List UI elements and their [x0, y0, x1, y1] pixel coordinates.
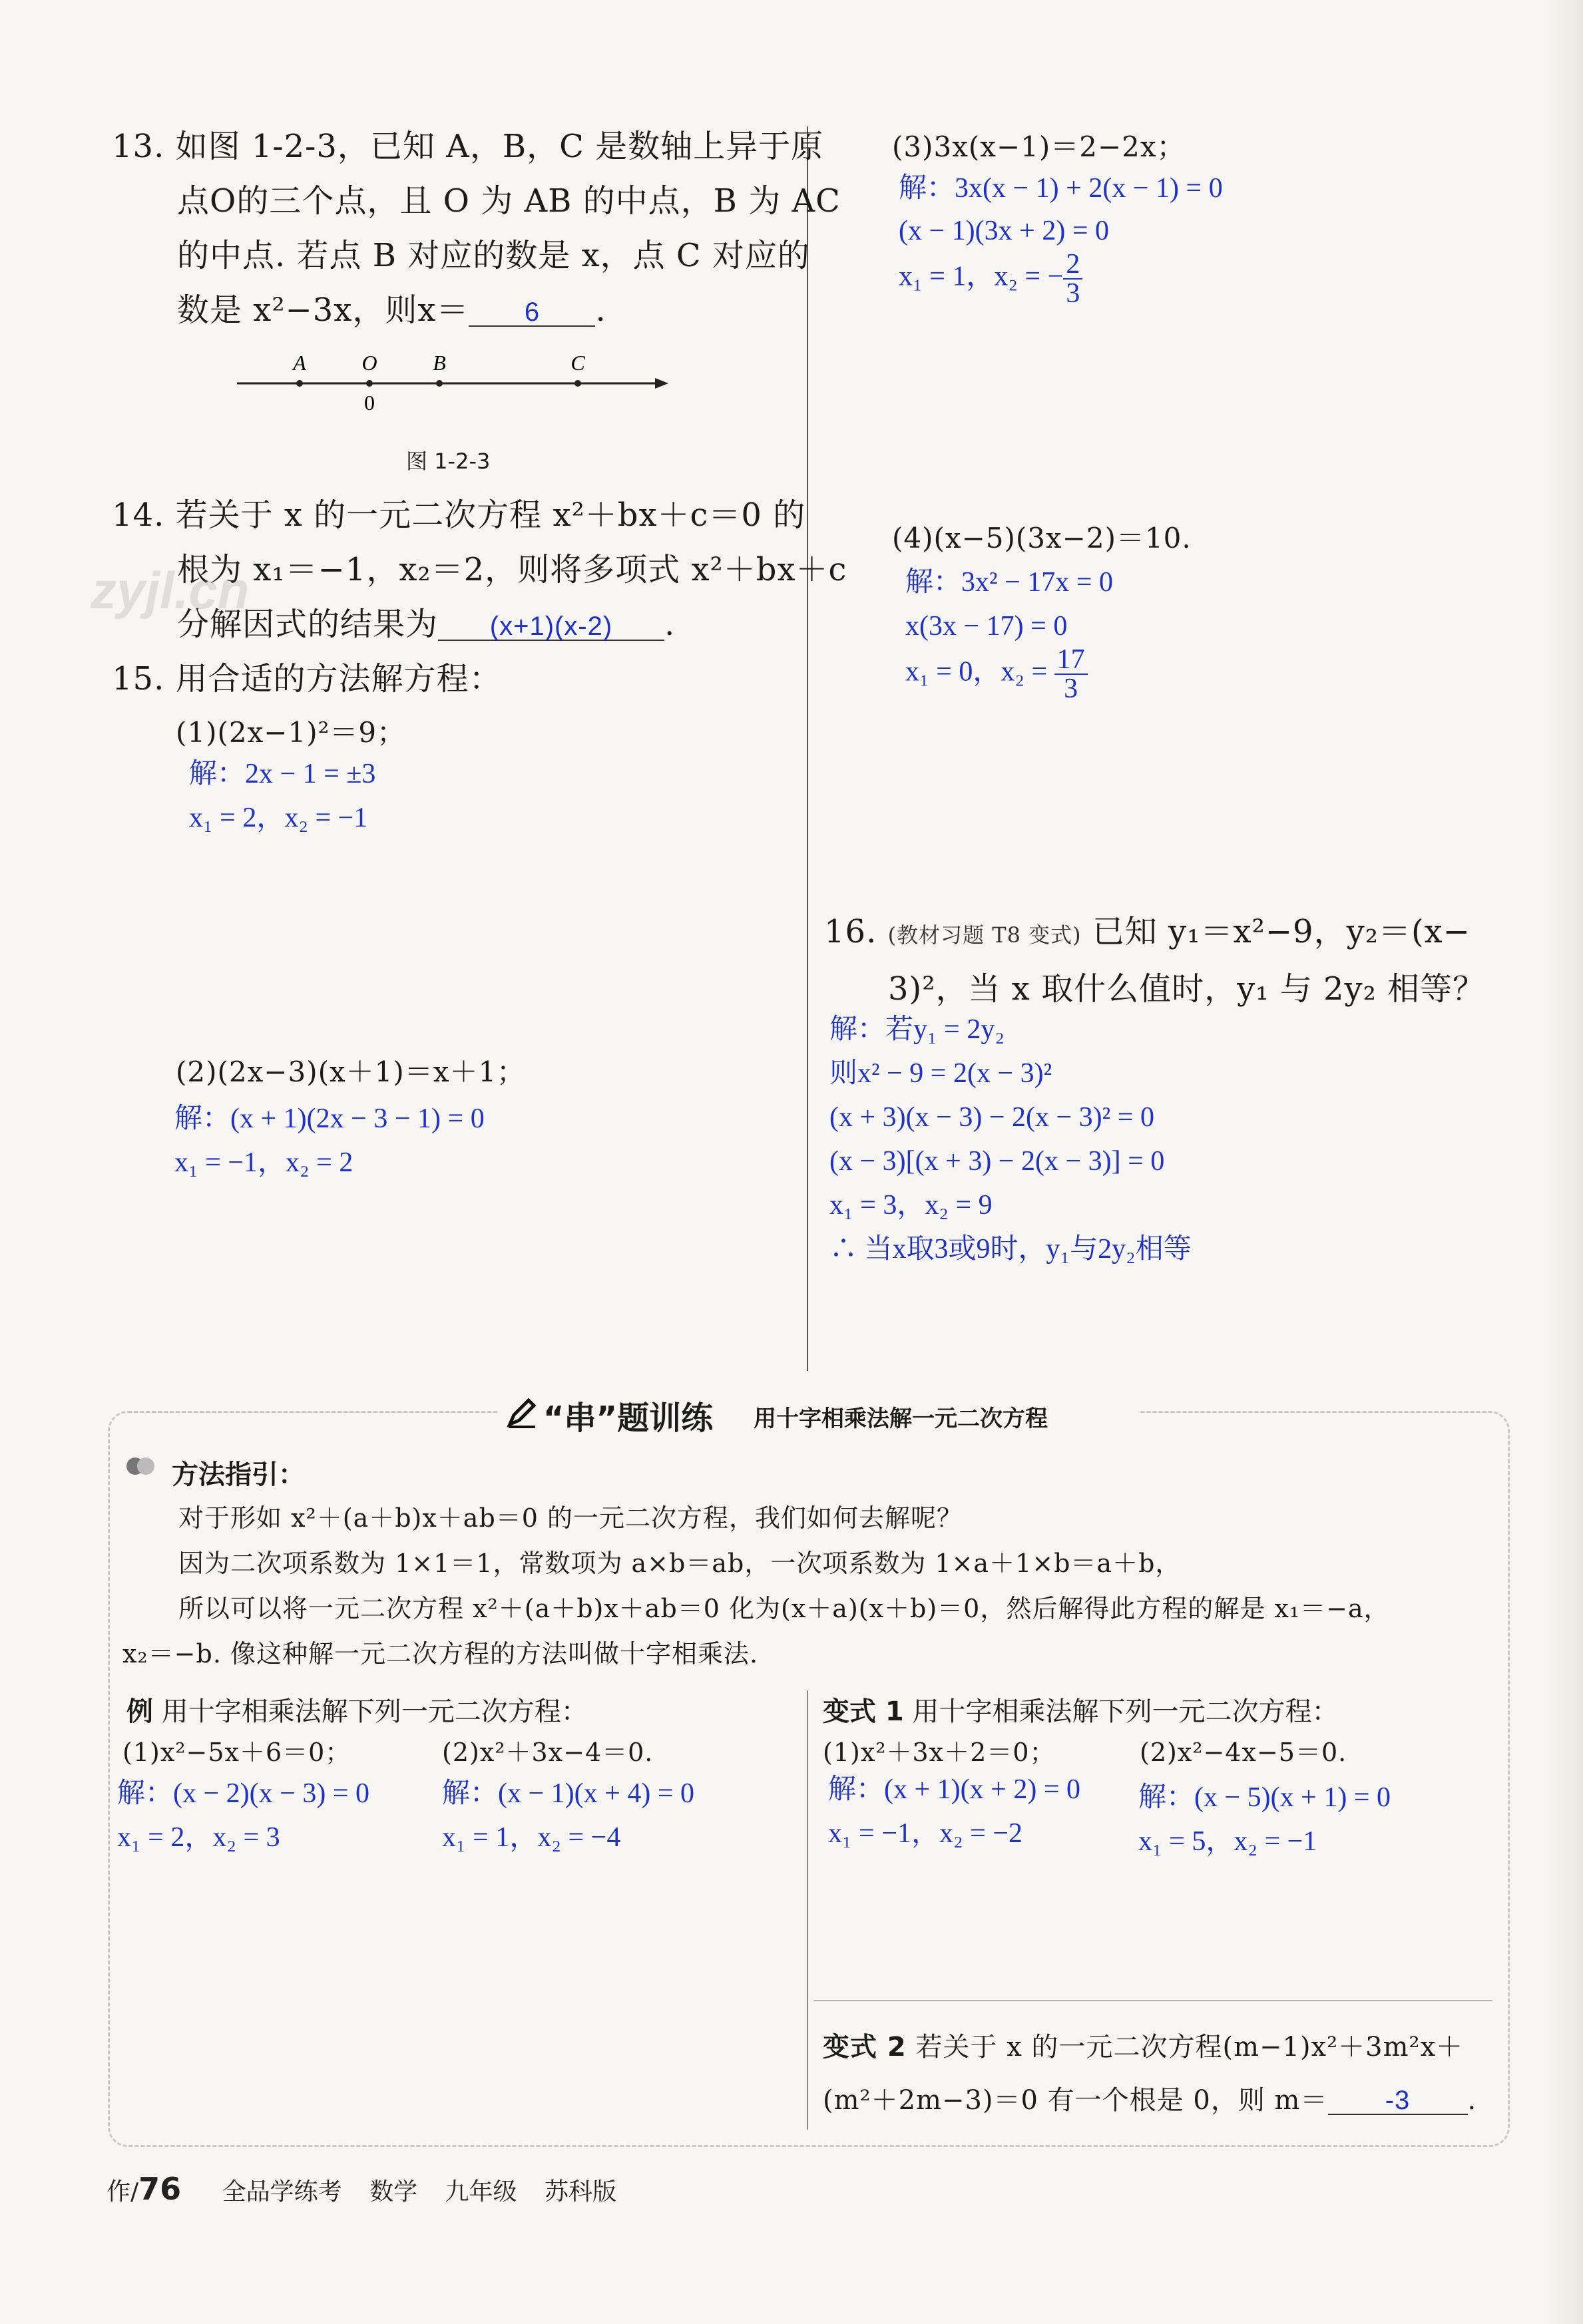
q14-line1: 14. 若关于 x 的一元二次方程 x²＋bx＋c＝0 的: [112, 496, 806, 534]
q15-p3-answer-3: [899, 250, 1082, 307]
guide-line-2: 因为二次项系数为 1×1＝1，常数项为 a×b＝ab，一次项系数为 1×a＋1×b＝a＋b，: [178, 1549, 1182, 1578]
q14-line3-prefix: 分解因式的结果为: [177, 606, 439, 643]
variant2-line2: [823, 2087, 1476, 2115]
variant2-answer-blank: [1328, 2087, 1468, 2115]
label-a: A: [293, 351, 306, 375]
variant2-label: 变式 2: [823, 2032, 907, 2062]
guide-bullet-icon: [126, 1455, 156, 1477]
point-o-dot: [366, 380, 373, 387]
q16-line1-rest: 已知 y₁＝x²−9，y₂＝(x−: [1092, 913, 1470, 950]
q15-p4-answer-3-prefix: x₁ = 0，x₂ =: [905, 656, 1054, 687]
variant1-p1-answer-2: x₁ = −1，x₂ = −2: [828, 1818, 1023, 1849]
variant2-line2-suffix: .: [1467, 2085, 1477, 2116]
variant1-text: 用十字相乘法解下列一元二次方程：: [912, 1696, 1339, 1727]
q14-answer: (x+1)(x-2): [489, 612, 613, 641]
footer-grade: 九年级: [445, 2178, 517, 2206]
variant2-line1: [823, 2034, 1463, 2060]
q15-p2-answer-1: 解：(x + 1)(2x − 3 − 1) = 0: [174, 1103, 485, 1134]
example-label: 例: [126, 1696, 153, 1727]
q14-line2: 根为 x₁＝−1，x₂＝2，则将多项式 x²＋bx＋c: [177, 551, 847, 588]
variant-separator: [813, 2000, 1492, 2001]
variant1-p2-answer-1: 解：(x − 5)(x + 1) = 0: [1138, 1782, 1391, 1813]
box-column-divider: [807, 1690, 808, 2130]
section-title: “串”题训练: [543, 1400, 714, 1437]
q13-line4-prefix: 数是 x²−3x，则x＝: [177, 291, 469, 329]
section-subtitle: 用十字相乘法解一元二次方程: [754, 1406, 1048, 1432]
q15-p3-fraction-den: 3: [1066, 278, 1080, 309]
q15-p4-answer-3: [905, 646, 1088, 703]
pencil-icon: [505, 1395, 539, 1430]
q14-answer-blank: [438, 613, 664, 641]
column-divider: [807, 126, 808, 1371]
q13-line2: 点O的三个点，且 O 为 AB 的中点，B 为 AC: [177, 182, 841, 220]
q13-answer: 6: [524, 297, 541, 327]
q15-p1-label: (1)(2x−1)²＝9；: [176, 716, 406, 749]
q16-line2: 3)²，当 x 取什么值时，y₁ 与 2y₂ 相等？: [888, 970, 1486, 1008]
example-p1-answer-1: 解：(x − 2)(x − 3) = 0: [117, 1778, 370, 1809]
label-c: C: [570, 351, 585, 375]
number-line-figure: [226, 346, 679, 419]
q15-p3-fraction: [1063, 250, 1082, 307]
label-zero: 0: [364, 391, 375, 415]
variant1-p2: (2)x²−4x−5＝0.: [1140, 1738, 1347, 1767]
q15-p2-answer-2: x₁ = −1，x₂ = 2: [174, 1147, 353, 1178]
example-heading: [126, 1690, 588, 1728]
q14-line3-suffix: .: [664, 606, 676, 643]
q16-number: 16.: [824, 913, 877, 950]
q15-p3-answer-3-prefix: x₁ = 1，x₂ = −: [899, 261, 1064, 292]
q15-p4-label: (4)(x−5)(3x−2)＝10.: [892, 522, 1192, 554]
q15-p4-answer-2: x(3x − 17) = 0: [905, 611, 1068, 642]
guide-line-1: 对于形如 x²＋(a＋b)x＋ab＝0 的一元二次方程，我们如何去解呢？: [178, 1503, 963, 1533]
q13-answer-blank: [469, 299, 595, 327]
q13-line4: [177, 291, 606, 329]
example-p1-answer-2: x₁ = 2，x₂ = 3: [117, 1822, 280, 1853]
example-text: 用十字相乘法解下列一元二次方程：: [161, 1696, 588, 1727]
label-b: B: [433, 351, 446, 375]
page-footer: [107, 2171, 616, 2207]
q15-p4-fraction-num: 17: [1054, 646, 1088, 675]
example-p2: (2)x²＋3x−4＝0.: [442, 1738, 654, 1767]
guide-line-4: x₂＝−b. 像这种解一元二次方程的方法叫做十字相乘法.: [122, 1639, 759, 1668]
q16-source-tag: (教材习题 T8 变式): [887, 922, 1082, 948]
q15-title: 15. 用合适的方法解方程：: [112, 660, 502, 697]
q15-p4-fraction-den: 3: [1064, 674, 1078, 704]
point-a-dot: [296, 380, 303, 387]
q13-line4-suffix: .: [595, 291, 606, 329]
example-p1: (1)x²−5x＋6＝0；: [122, 1738, 351, 1767]
footer-prefix: 作/: [107, 2178, 139, 2206]
page-number: 76: [138, 2171, 182, 2207]
q15-p1-answer-1: 解：2x − 1 = ±3: [189, 759, 376, 789]
variant1-p1: (1)x²＋3x＋2＝0；: [823, 1738, 1056, 1767]
page-edge-shadow: [1543, 0, 1583, 2324]
guide-title: 方法指引：: [172, 1459, 305, 1490]
variant2-line1-text: 若关于 x 的一元二次方程(m−1)x²＋3m²x＋: [915, 2032, 1464, 2062]
footer-subject: 数学: [369, 2178, 418, 2206]
q16-answer-5: x₁ = 3，x₂ = 9: [829, 1190, 993, 1221]
footer-book: 全品学练考: [222, 2178, 342, 2206]
variant2-answer: -3: [1385, 2086, 1411, 2115]
example-p2-answer-1: 解：(x − 1)(x + 4) = 0: [442, 1778, 695, 1809]
point-c-dot: [574, 380, 581, 387]
q13-line1: 13. 如图 1-2-3，已知 A，B，C 是数轴上异于原: [112, 128, 824, 165]
section-title-band: [499, 1390, 1138, 1437]
example-p2-answer-2: x₁ = 1，x₂ = −4: [442, 1822, 621, 1853]
q16-line1: [824, 913, 1470, 950]
q15-p3-answer-1: 解：3x(x − 1) + 2(x − 1) = 0: [899, 173, 1223, 204]
point-b-dot: [436, 380, 443, 387]
number-line-arrow: [655, 378, 668, 389]
q15-p2-label: (2)(2x−3)(x＋1)＝x＋1；: [176, 1056, 526, 1088]
q15-p4-fraction: [1054, 646, 1088, 703]
q15-p3-fraction-num: 2: [1063, 250, 1082, 280]
q15-p3-label: (3)3x(x−1)＝2−2x；: [892, 130, 1186, 163]
footer-edition: 苏科版: [545, 2178, 617, 2206]
q14-line3: [177, 608, 675, 641]
watermark: zyjl.cn: [91, 561, 250, 620]
q16-answer-2: 则x² − 9 = 2(x − 3)²: [829, 1058, 1052, 1089]
figure-caption: 图 1-2-3: [406, 449, 491, 474]
q16-answer-1: 解：若y₁ = 2y₂: [829, 1014, 1005, 1045]
variant1-heading: [823, 1690, 1338, 1728]
q16-answer-6: ∴ 当x取3或9时，y₁与2y₂相等: [829, 1234, 1192, 1264]
q16-answer-3: (x + 3)(x − 3) − 2(x − 3)² = 0: [829, 1102, 1154, 1133]
q15-p4-answer-1: 解：3x² − 17x = 0: [905, 567, 1113, 598]
q15-p1-answer-2: x₁ = 2，x₂ = −1: [189, 803, 368, 833]
q13-line3: 的中点. 若点 B 对应的数是 x，点 C 对应的: [177, 237, 810, 274]
q16-answer-4: (x − 3)[(x + 3) − 2(x − 3)] = 0: [829, 1146, 1165, 1177]
label-o: O: [361, 351, 377, 375]
variant1-label: 变式 1: [823, 1696, 904, 1727]
variant2-line2-prefix: (m²＋2m−3)＝0 有一个根是 0，则 m＝: [823, 2085, 1328, 2116]
q15-p3-answer-2: (x − 1)(3x + 2) = 0: [899, 216, 1110, 246]
variant1-p2-answer-2: x₁ = 5，x₂ = −1: [1138, 1826, 1317, 1857]
guide-line-3: 所以可以将一元二次方程 x²＋(a＋b)x＋ab＝0 化为(x＋a)(x＋b)＝0，然后解得此方程的解是 x₁＝−a，: [178, 1594, 1390, 1623]
variant1-p1-answer-1: 解：(x + 1)(x + 2) = 0: [828, 1774, 1081, 1805]
